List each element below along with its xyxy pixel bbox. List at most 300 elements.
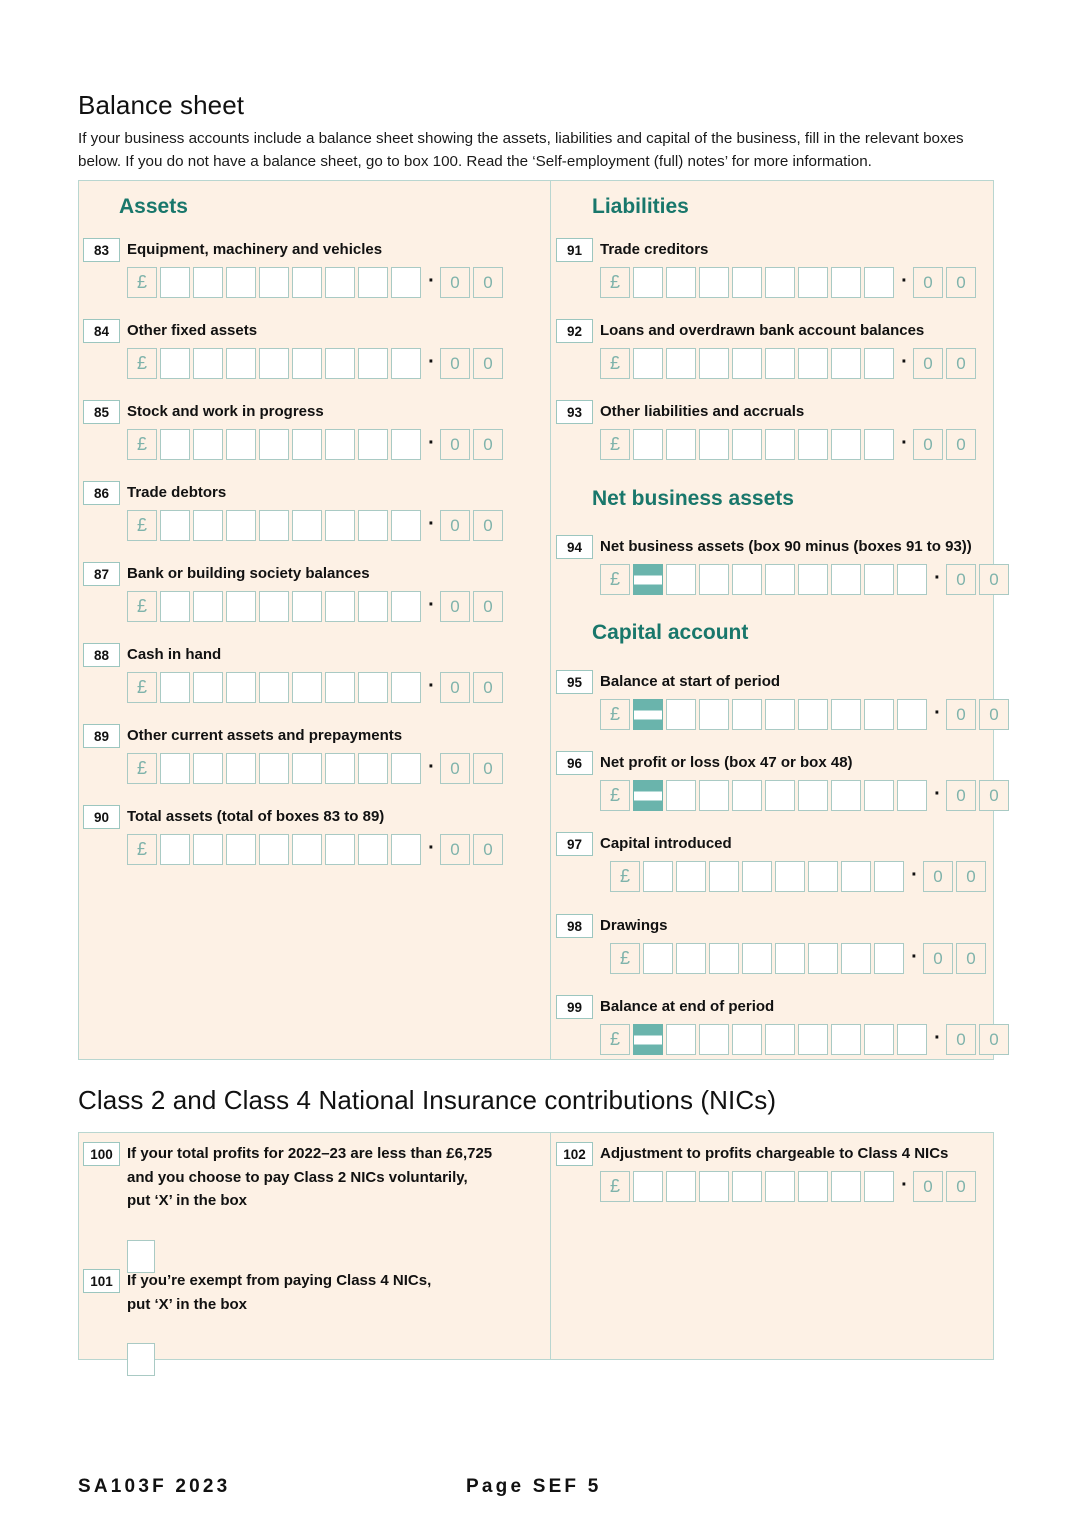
digit-cell[interactable]	[808, 943, 838, 974]
digit-cell[interactable]	[874, 943, 904, 974]
digit-cell[interactable]	[666, 429, 696, 460]
decimal-separator: ·	[428, 674, 435, 697]
box-number-95: 95	[556, 670, 593, 694]
digit-cell[interactable]	[391, 591, 421, 622]
digit-cell[interactable]	[864, 780, 894, 811]
digit-cell[interactable]	[831, 780, 861, 811]
field-97	[556, 832, 986, 886]
pence-cell[interactable]: 0	[440, 348, 470, 379]
digit-cell[interactable]	[358, 834, 388, 865]
digit-cell[interactable]	[292, 510, 322, 541]
box-number-102: 102	[556, 1142, 593, 1166]
box-number-99: 99	[556, 995, 593, 1019]
box-number-89: 89	[83, 724, 120, 748]
digit-cell[interactable]	[742, 861, 772, 892]
pence-cell[interactable]: 0	[979, 564, 1009, 595]
digit-cell[interactable]	[226, 672, 256, 703]
digit-cell[interactable]	[666, 348, 696, 379]
box-number-98: 98	[556, 914, 593, 938]
pence-cell[interactable]: 0	[946, 780, 976, 811]
digit-cell[interactable]	[358, 753, 388, 784]
money-input-98[interactable]	[610, 943, 989, 974]
pence-cell[interactable]: 0	[440, 267, 470, 298]
digit-cell[interactable]	[160, 510, 190, 541]
pence-cell[interactable]: 0	[913, 267, 943, 298]
decimal-separator: ·	[428, 269, 435, 292]
box-number-84: 84	[83, 319, 120, 343]
digit-cell[interactable]	[732, 699, 762, 730]
box-number-96: 96	[556, 751, 593, 775]
currency-symbol-95: £	[600, 699, 630, 730]
pence-cell[interactable]: 0	[473, 267, 503, 298]
pence-cell[interactable]: 0	[913, 348, 943, 379]
digit-cell[interactable]	[391, 672, 421, 703]
money-input-92[interactable]	[600, 348, 979, 379]
digit-cell[interactable]	[226, 510, 256, 541]
field-label-86: Trade debtors	[127, 484, 227, 501]
digit-cell[interactable]	[732, 1171, 762, 1202]
digit-cell[interactable]	[633, 429, 663, 460]
pence-cell[interactable]: 0	[923, 943, 953, 974]
negative-sign-cell[interactable]	[633, 780, 663, 811]
page-title-nics: Class 2 and Class 4 National Insurance contributions (NICs)	[78, 1085, 777, 1115]
panel-column-divider	[550, 181, 551, 1059]
page-title-balance-sheet: Balance sheet	[78, 90, 245, 120]
money-input-102[interactable]	[600, 1171, 979, 1202]
pence-cell[interactable]: 0	[440, 672, 470, 703]
digit-cell[interactable]	[226, 267, 256, 298]
box-number-91: 91	[556, 238, 593, 262]
digit-cell[interactable]	[765, 1024, 795, 1055]
currency-symbol-99: £	[600, 1024, 630, 1055]
negative-sign-cell[interactable]	[633, 699, 663, 730]
digit-cell[interactable]	[666, 780, 696, 811]
pence-cell[interactable]: 0	[473, 429, 503, 460]
box-number-87: 87	[83, 562, 120, 586]
pence-cell[interactable]: 0	[440, 834, 470, 865]
digit-cell[interactable]	[292, 429, 322, 460]
digit-cell[interactable]	[226, 834, 256, 865]
pence-cell[interactable]: 0	[979, 780, 1009, 811]
digit-cell[interactable]	[325, 348, 355, 379]
field-label-90: Total assets (total of boxes 83 to 89)	[127, 808, 385, 825]
digit-cell[interactable]	[358, 429, 388, 460]
digit-cell[interactable]	[732, 348, 762, 379]
pence-cell[interactable]: 0	[473, 510, 503, 541]
digit-cell[interactable]	[841, 861, 871, 892]
digit-cell[interactable]	[666, 1024, 696, 1055]
money-input-87[interactable]	[127, 591, 506, 622]
field-label-96: Net profit or loss (box 47 or box 48)	[600, 754, 853, 771]
digit-cell[interactable]	[732, 429, 762, 460]
field-label-84: Other fixed assets	[127, 322, 258, 339]
digit-cell[interactable]	[765, 699, 795, 730]
field-83	[83, 238, 513, 292]
digit-cell[interactable]	[699, 1171, 729, 1202]
field-85	[83, 400, 513, 454]
digit-cell[interactable]	[292, 348, 322, 379]
decimal-separator: ·	[934, 1026, 941, 1049]
digit-cell[interactable]	[259, 429, 289, 460]
digit-cell[interactable]	[325, 510, 355, 541]
digit-cell[interactable]	[699, 348, 729, 379]
digit-cell[interactable]	[259, 591, 289, 622]
pence-cell[interactable]: 0	[440, 510, 470, 541]
money-input-83[interactable]	[127, 267, 506, 298]
pence-cell[interactable]: 0	[913, 429, 943, 460]
money-input-88[interactable]	[127, 672, 506, 703]
digit-cell[interactable]	[193, 591, 223, 622]
digit-cell[interactable]	[864, 1024, 894, 1055]
currency-symbol-98: £	[610, 943, 640, 974]
digit-cell[interactable]	[798, 429, 828, 460]
digit-cell[interactable]	[765, 348, 795, 379]
digit-cell[interactable]	[193, 753, 223, 784]
money-input-85[interactable]	[127, 429, 506, 460]
currency-symbol-85: £	[127, 429, 157, 460]
digit-cell[interactable]	[193, 429, 223, 460]
digit-cell[interactable]	[226, 753, 256, 784]
field-92	[556, 319, 986, 373]
money-input-86[interactable]	[127, 510, 506, 541]
digit-cell[interactable]	[831, 699, 861, 730]
digit-cell[interactable]	[765, 564, 795, 595]
digit-cell[interactable]	[325, 267, 355, 298]
pence-cell[interactable]: 0	[946, 699, 976, 730]
digit-cell[interactable]	[358, 591, 388, 622]
digit-cell[interactable]	[742, 943, 772, 974]
field-label-95: Balance at start of period	[600, 673, 781, 690]
decimal-separator: ·	[901, 431, 908, 454]
field-87	[83, 562, 513, 616]
digit-cell[interactable]	[709, 861, 739, 892]
box-number-85: 85	[83, 400, 120, 424]
box-number-97: 97	[556, 832, 593, 856]
nics-panel	[78, 1132, 994, 1360]
pence-cell[interactable]: 0	[946, 267, 976, 298]
pence-cell[interactable]: 0	[956, 861, 986, 892]
digit-cell[interactable]	[864, 348, 894, 379]
digit-cell[interactable]	[732, 780, 762, 811]
pence-cell[interactable]: 0	[440, 429, 470, 460]
digit-cell[interactable]	[391, 429, 421, 460]
pence-cell[interactable]: 0	[913, 1171, 943, 1202]
digit-cell[interactable]	[391, 753, 421, 784]
digit-cell[interactable]	[358, 510, 388, 541]
box-number-100: 100	[83, 1142, 120, 1166]
field-98	[556, 914, 986, 968]
field-label-93: Other liabilities and accruals	[600, 403, 805, 420]
digit-cell[interactable]	[160, 672, 190, 703]
decimal-separator: ·	[428, 512, 435, 535]
digit-cell[interactable]	[666, 699, 696, 730]
currency-symbol-91: £	[600, 267, 630, 298]
digit-cell[interactable]	[193, 348, 223, 379]
digit-cell[interactable]	[699, 429, 729, 460]
digit-cell[interactable]	[864, 429, 894, 460]
group-heading-net-business-assets: Net business assets	[592, 487, 794, 510]
digit-cell[interactable]	[874, 861, 904, 892]
digit-cell[interactable]	[160, 591, 190, 622]
pence-cell[interactable]: 0	[979, 1024, 1009, 1055]
pence-cell[interactable]: 0	[473, 672, 503, 703]
money-input-84[interactable]	[127, 348, 506, 379]
digit-cell[interactable]	[897, 564, 927, 595]
field-label-99: Balance at end of period	[600, 998, 775, 1015]
decimal-separator: ·	[934, 566, 941, 589]
digit-cell[interactable]	[732, 1024, 762, 1055]
digit-cell[interactable]	[864, 1171, 894, 1202]
field-94	[556, 535, 999, 589]
digit-cell[interactable]	[325, 672, 355, 703]
pence-cell[interactable]: 0	[956, 943, 986, 974]
digit-cell[interactable]	[798, 699, 828, 730]
currency-symbol-96: £	[600, 780, 630, 811]
digit-cell[interactable]	[633, 1171, 663, 1202]
digit-cell[interactable]	[391, 834, 421, 865]
digit-cell[interactable]	[259, 510, 289, 541]
pence-cell[interactable]: 0	[979, 699, 1009, 730]
balance-sheet-intro-text: If your business accounts include a balance sheet showing the assets, liabilities and capital of the business, fill in the relevant boxes below. If you do not have a balance sheet, go to box 100. Read the ‘Self-employment (full) notes’ for more information.	[78, 130, 964, 170]
pence-cell[interactable]: 0	[440, 753, 470, 784]
currency-symbol-92: £	[600, 348, 630, 379]
currency-symbol-88: £	[127, 672, 157, 703]
balance-sheet-panel	[78, 180, 999, 1060]
decimal-separator: ·	[901, 269, 908, 292]
digit-cell[interactable]	[699, 564, 729, 595]
decimal-separator: ·	[428, 350, 435, 373]
box-number-88: 88	[83, 643, 120, 667]
digit-cell[interactable]	[358, 267, 388, 298]
pence-cell[interactable]: 0	[473, 753, 503, 784]
field-label-101-line2: put ‘X’ in the box	[127, 1296, 247, 1313]
pence-cell[interactable]: 0	[946, 1024, 976, 1055]
money-input-91[interactable]	[600, 267, 979, 298]
digit-cell[interactable]	[699, 780, 729, 811]
field-84	[83, 319, 513, 373]
digit-cell[interactable]	[643, 943, 673, 974]
field-95	[556, 670, 999, 724]
digit-cell[interactable]	[391, 267, 421, 298]
digit-cell[interactable]	[808, 861, 838, 892]
digit-cell[interactable]	[897, 699, 927, 730]
field-label-92: Loans and overdrawn bank account balances	[600, 322, 925, 339]
digit-cell[interactable]	[765, 1171, 795, 1202]
digit-cell[interactable]	[732, 564, 762, 595]
digit-cell[interactable]	[897, 780, 927, 811]
digit-cell[interactable]	[798, 348, 828, 379]
currency-symbol-89: £	[127, 753, 157, 784]
field-label-94: Net business assets (box 90 minus (boxes 91 to 93))	[600, 538, 972, 555]
digit-cell[interactable]	[765, 429, 795, 460]
negative-sign-cell[interactable]	[633, 1024, 663, 1055]
field-label-101-line1: If you’re exempt from paying Class 4 NICs,	[127, 1272, 432, 1289]
box-number-101: 101	[83, 1269, 120, 1293]
box-number-92: 92	[556, 319, 593, 343]
digit-cell[interactable]	[160, 267, 190, 298]
money-input-89[interactable]	[127, 753, 506, 784]
group-heading-liabilities: Liabilities	[592, 195, 689, 218]
digit-cell[interactable]	[831, 1171, 861, 1202]
digit-cell[interactable]	[709, 943, 739, 974]
decimal-separator: ·	[934, 782, 941, 805]
field-96	[556, 751, 999, 805]
digit-cell[interactable]	[325, 834, 355, 865]
field-91	[556, 238, 986, 292]
field-102	[556, 1142, 986, 1196]
decimal-separator: ·	[428, 755, 435, 778]
digit-cell[interactable]	[699, 1024, 729, 1055]
field-label-102: Adjustment to profits chargeable to Class 4 NICs	[600, 1145, 949, 1162]
digit-cell[interactable]	[226, 591, 256, 622]
digit-cell[interactable]	[775, 943, 805, 974]
digit-cell[interactable]	[193, 510, 223, 541]
field-101	[83, 1269, 513, 1316]
field-90	[83, 805, 513, 859]
money-input-97[interactable]	[610, 861, 989, 892]
digit-cell[interactable]	[732, 267, 762, 298]
field-86	[83, 481, 513, 535]
digit-cell[interactable]	[259, 348, 289, 379]
money-input-93[interactable]	[600, 429, 979, 460]
digit-cell[interactable]	[699, 267, 729, 298]
pence-cell[interactable]: 0	[473, 348, 503, 379]
group-heading-capital-account: Capital account	[592, 621, 749, 644]
digit-cell[interactable]	[292, 267, 322, 298]
pence-cell[interactable]: 0	[946, 564, 976, 595]
currency-symbol-90: £	[127, 834, 157, 865]
checkbox-101[interactable]	[127, 1343, 155, 1376]
digit-cell[interactable]	[798, 267, 828, 298]
digit-cell[interactable]	[864, 564, 894, 595]
decimal-separator: ·	[901, 350, 908, 373]
digit-cell[interactable]	[831, 429, 861, 460]
pence-cell[interactable]: 0	[473, 591, 503, 622]
digit-cell[interactable]	[160, 753, 190, 784]
field-label-87: Bank or building society balances	[127, 565, 370, 582]
digit-cell[interactable]	[666, 564, 696, 595]
digit-cell[interactable]	[633, 267, 663, 298]
digit-cell[interactable]	[676, 861, 706, 892]
decimal-separator: ·	[934, 701, 941, 724]
money-input-96[interactable]	[600, 780, 1012, 811]
digit-cell[interactable]	[325, 591, 355, 622]
digit-cell[interactable]	[325, 753, 355, 784]
box-number-83: 83	[83, 238, 120, 262]
digit-cell[interactable]	[676, 943, 706, 974]
digit-cell[interactable]	[193, 834, 223, 865]
pence-cell[interactable]: 0	[946, 1171, 976, 1202]
digit-cell[interactable]	[666, 1171, 696, 1202]
digit-cell[interactable]	[358, 348, 388, 379]
digit-cell[interactable]	[292, 834, 322, 865]
digit-cell[interactable]	[798, 1024, 828, 1055]
digit-cell[interactable]	[391, 348, 421, 379]
digit-cell[interactable]	[841, 943, 871, 974]
digit-cell[interactable]	[831, 348, 861, 379]
digit-cell[interactable]	[259, 753, 289, 784]
digit-cell[interactable]	[831, 267, 861, 298]
digit-cell[interactable]	[193, 267, 223, 298]
pence-cell[interactable]: 0	[440, 591, 470, 622]
field-label-100-line3: put ‘X’ in the box	[127, 1192, 247, 1209]
money-input-95[interactable]	[600, 699, 1012, 730]
digit-cell[interactable]	[391, 510, 421, 541]
digit-cell[interactable]	[325, 429, 355, 460]
digit-cell[interactable]	[160, 429, 190, 460]
digit-cell[interactable]	[226, 348, 256, 379]
digit-cell[interactable]	[864, 267, 894, 298]
digit-cell[interactable]	[259, 267, 289, 298]
digit-cell[interactable]	[897, 1024, 927, 1055]
digit-cell[interactable]	[765, 780, 795, 811]
currency-symbol-102: £	[600, 1171, 630, 1202]
decimal-separator: ·	[911, 863, 918, 886]
digit-cell[interactable]	[633, 348, 663, 379]
pence-cell[interactable]: 0	[946, 429, 976, 460]
digit-cell[interactable]	[292, 591, 322, 622]
digit-cell[interactable]	[160, 348, 190, 379]
digit-cell[interactable]	[259, 672, 289, 703]
pence-cell[interactable]: 0	[946, 348, 976, 379]
currency-symbol-97: £	[610, 861, 640, 892]
field-label-91: Trade creditors	[600, 241, 709, 258]
digit-cell[interactable]	[259, 834, 289, 865]
money-input-99[interactable]	[600, 1024, 1012, 1055]
field-100	[83, 1142, 513, 1212]
digit-cell[interactable]	[292, 672, 322, 703]
decimal-separator: ·	[911, 945, 918, 968]
field-label-97: Capital introduced	[600, 835, 732, 852]
digit-cell[interactable]	[292, 753, 322, 784]
group-heading-assets: Assets	[119, 195, 188, 218]
digit-cell[interactable]	[798, 780, 828, 811]
decimal-separator: ·	[428, 431, 435, 454]
pence-cell[interactable]: 0	[473, 834, 503, 865]
digit-cell[interactable]	[765, 267, 795, 298]
footer-page-label: Page SEF 5	[466, 1476, 602, 1497]
currency-symbol-94: £	[600, 564, 630, 595]
box-number-90: 90	[83, 805, 120, 829]
digit-cell[interactable]	[831, 1024, 861, 1055]
digit-cell[interactable]	[699, 699, 729, 730]
field-88	[83, 643, 513, 697]
digit-cell[interactable]	[798, 564, 828, 595]
negative-sign-cell[interactable]	[633, 564, 663, 595]
box-number-86: 86	[83, 481, 120, 505]
box-number-94: 94	[556, 535, 593, 559]
digit-cell[interactable]	[193, 672, 223, 703]
digit-cell[interactable]	[831, 564, 861, 595]
field-93	[556, 400, 986, 454]
footer-form-code: SA103F 2023	[78, 1476, 231, 1497]
digit-cell[interactable]	[798, 1171, 828, 1202]
decimal-separator: ·	[428, 836, 435, 859]
digit-cell[interactable]	[226, 429, 256, 460]
digit-cell[interactable]	[643, 861, 673, 892]
digit-cell[interactable]	[666, 267, 696, 298]
digit-cell[interactable]	[160, 834, 190, 865]
money-input-94[interactable]	[600, 564, 1012, 595]
currency-symbol-84: £	[127, 348, 157, 379]
decimal-separator: ·	[428, 593, 435, 616]
pence-cell[interactable]: 0	[923, 861, 953, 892]
money-input-90[interactable]	[127, 834, 506, 865]
field-label-100-line2: and you choose to pay Class 2 NICs voluntarily,	[127, 1169, 468, 1186]
digit-cell[interactable]	[358, 672, 388, 703]
digit-cell[interactable]	[864, 699, 894, 730]
digit-cell[interactable]	[775, 861, 805, 892]
